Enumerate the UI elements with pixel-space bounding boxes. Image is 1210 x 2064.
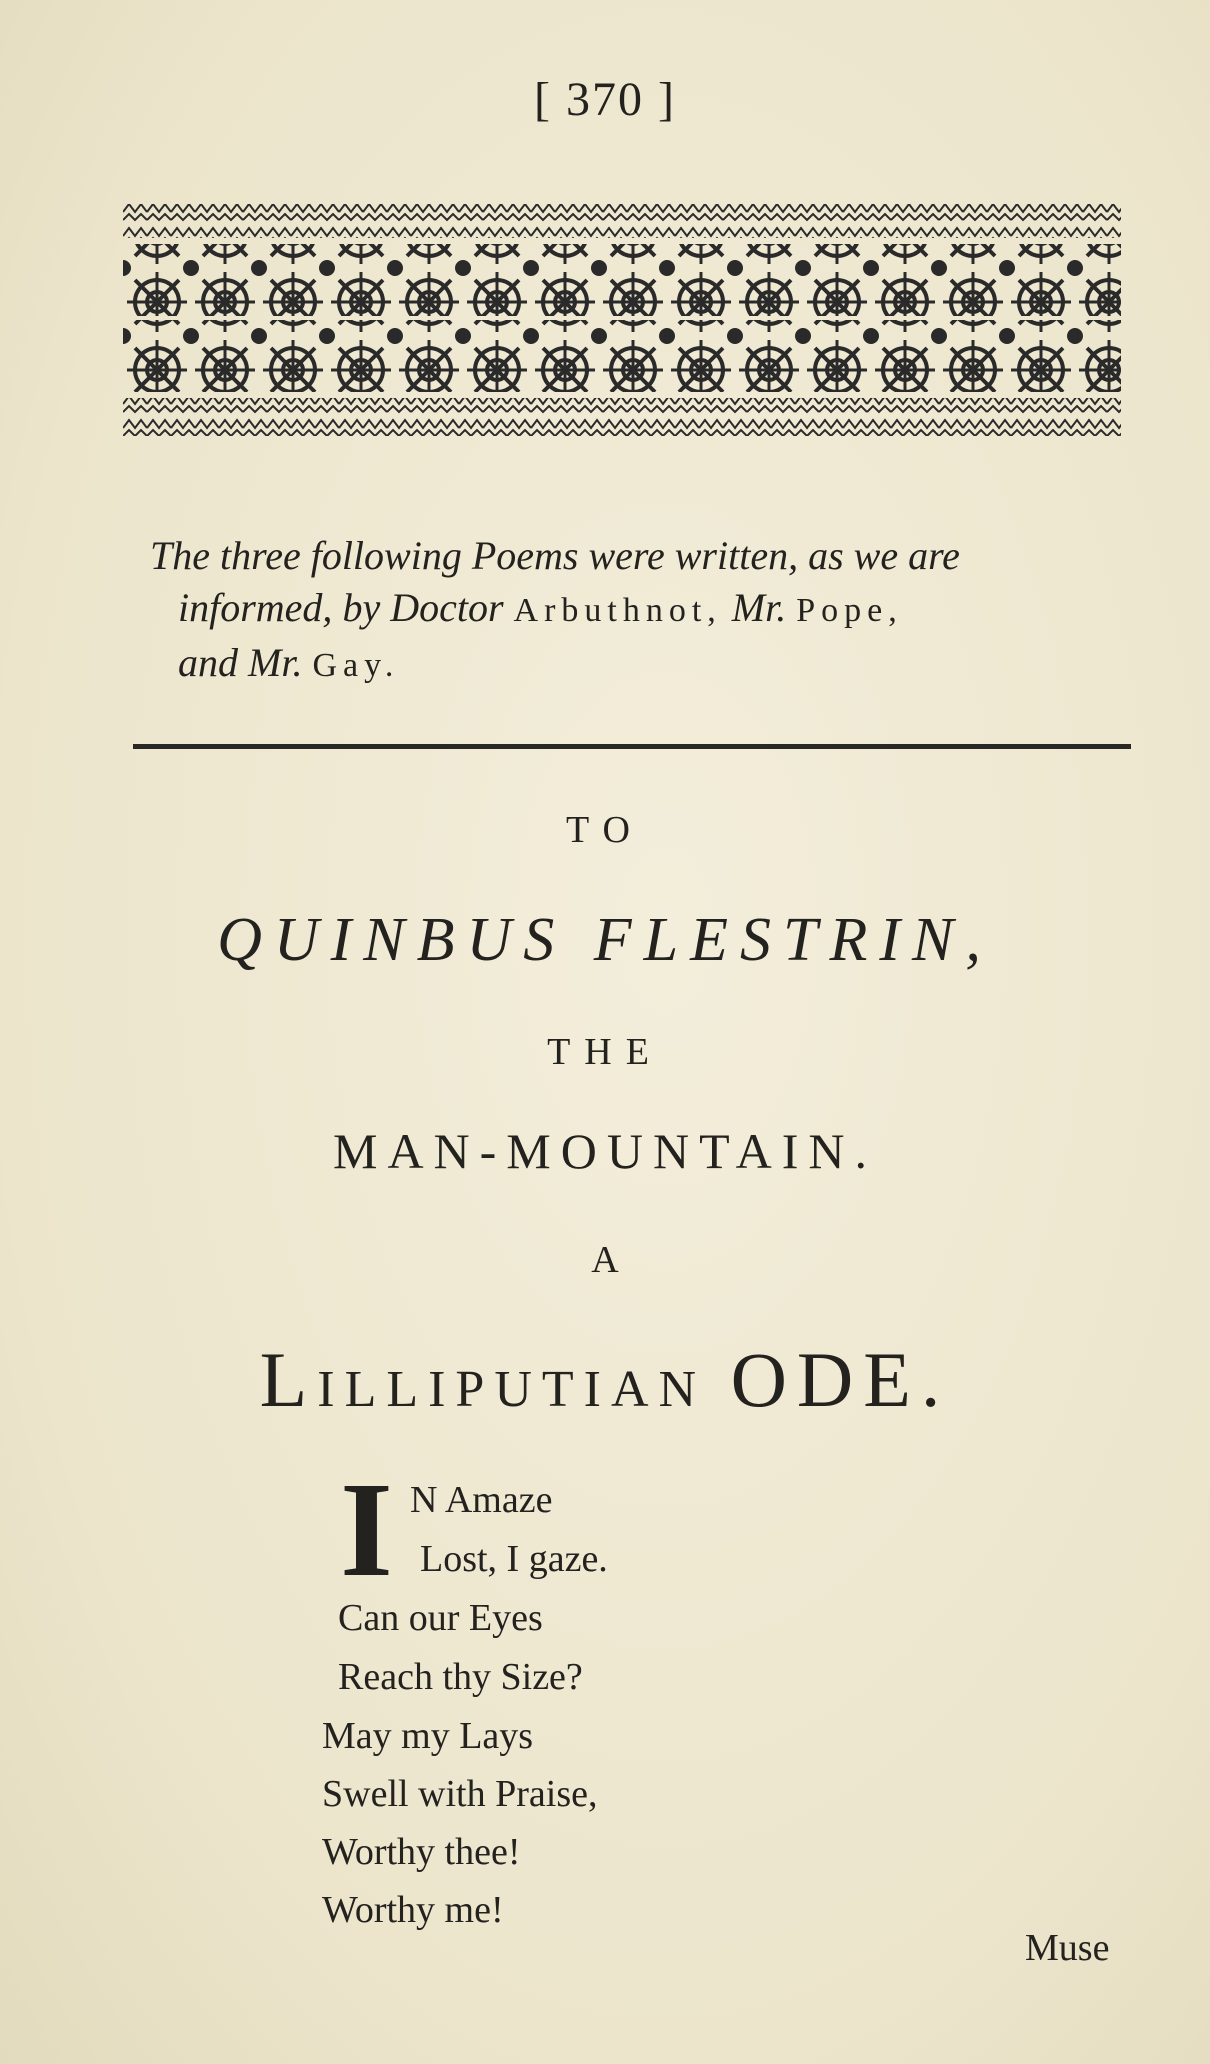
ode-title — [0, 1335, 1210, 1425]
ornamental-headpiece — [123, 200, 1121, 445]
ode-title-initial: L — [259, 1336, 318, 1423]
intro-line — [150, 637, 1135, 692]
poem-line: Reach thy Size? — [338, 1656, 583, 1698]
title-a: A — [591, 1239, 619, 1281]
intro-text: and Mr. — [178, 640, 303, 685]
title-the: THE — [547, 1031, 663, 1073]
poem-line: N Amaze — [410, 1479, 553, 1521]
intro-line — [150, 530, 1135, 582]
intro-text: Mr. — [731, 585, 787, 630]
poem-line: Swell with Praise, — [322, 1773, 598, 1815]
poem-line: Worthy me! — [322, 1889, 504, 1931]
poem-line: May my Lays — [322, 1715, 534, 1757]
intro-text: by Doctor — [342, 585, 504, 630]
poem-line: Worthy thee! — [322, 1831, 521, 1873]
author-name: Arbuthnot, — [513, 592, 722, 629]
drop-cap: I — [340, 1455, 393, 1605]
title-to: TO — [566, 809, 644, 851]
title-name: QUINBUS FLESTRIN, — [217, 906, 993, 974]
horizontal-rule — [133, 744, 1131, 749]
ode-title-ode: ODE. — [730, 1336, 951, 1423]
author-name: Gay. — [312, 647, 400, 684]
intro-text: informed, — [178, 585, 333, 630]
intro-line — [150, 582, 1135, 637]
title-epithet: MAN-MOUNTAIN. — [332, 1123, 877, 1179]
author-name: Pope, — [796, 592, 903, 629]
page-number: [ 370 ] — [534, 73, 676, 126]
intro-text: as we are — [808, 533, 960, 578]
intro-text: The three following Poems were written, — [150, 533, 799, 578]
ode-title-word: ILLIPUTIAN — [317, 1361, 707, 1418]
introductory-note — [150, 530, 1135, 692]
catchword: Muse — [1025, 1927, 1110, 1969]
poem-line: Lost, I gaze. — [420, 1538, 608, 1580]
poem-line: Can our Eyes — [338, 1597, 543, 1639]
